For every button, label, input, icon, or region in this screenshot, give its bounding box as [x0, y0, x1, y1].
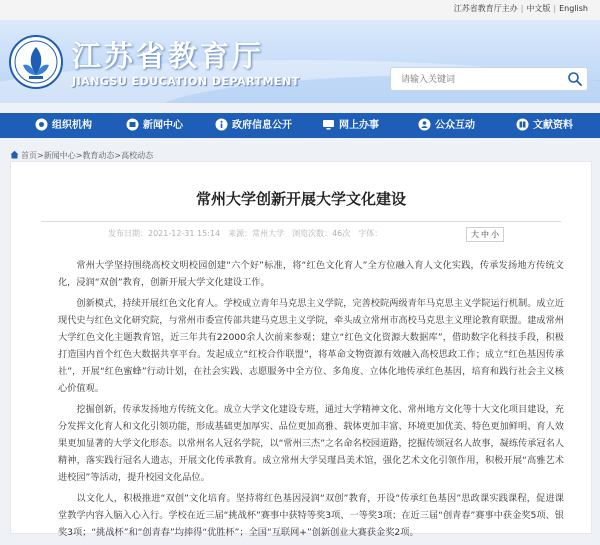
nav-item-public-interaction[interactable]: [418, 113, 475, 138]
nav-label: 网上办事: [339, 120, 379, 131]
search-icon[interactable]: [567, 71, 583, 87]
article-source: 来源：常州大学: [228, 229, 285, 238]
view-count: 浏览次数：46次: [292, 229, 351, 238]
search-box: [390, 67, 588, 91]
breadcrumb-education-news[interactable]: 教育动态: [82, 151, 115, 160]
breadcrumb-separator: >: [75, 151, 83, 160]
article-paragraph: 创新模式，持续开展红色文化育人。学校成立青年马克思主义学院，完善校院两级青年马克思主义学院运行机制。成立近现代史与红色文化研究院，与常州市委宣传部共建马克思主义学院，牵头成立常州市高校马克思主义理论教育联盟。建成常州大学红色文化主题教育馆，近三年共有22000余人次前来参观；建立“红色文化资源大数据库”，借助数字化科技手段，积极打造国内首个红色大数据共享平台。发起成立“红校合作联盟”，将革命文物资源有效融入高校思政工作；成立“红色基因传承社”，开展“红色蜜蜂”行动计划，在社会实践、志愿服务中全方位、多角度、立体化地传承红色基因，培育和践行社会主义核心价值观。: [58, 298, 564, 394]
publish-date: 发布日期：2021-12-31 15:14: [108, 229, 221, 238]
info-icon: [215, 118, 228, 131]
nav-item-news[interactable]: [126, 113, 183, 138]
english-version-link[interactable]: English: [559, 4, 588, 13]
nav-label: 新闻中心: [143, 120, 183, 131]
site-subtitle: JIANGSU EDUCATION DEPARTMENT: [72, 75, 300, 88]
breadcrumb: [10, 150, 153, 161]
article-paragraph: 以文化人，积极推进“双创”文化培育。坚持将红色基因浸润“双创”教育，开设“传承红色基因”思政课实践课程，促进课堂教学内容入脑入心入行。学校在近三届“挑战杯”赛事中获特等奖3项、一等奖3项；在近三届“创青春”赛事中获金奖5项、银奖3项；“挑战杯”和“创青春”均捧得“优胜杯”；全国“互联网+”创新创业大赛获金奖2项。: [58, 493, 564, 538]
article-paragraph: 挖掘创新，传承发扬地方传统文化。成立大学文化建设专班，通过大学精神文化、常州地方文化等十大文化项目建设，充分发挥文化育人和文化引领功能，形成基础更加厚实、品位更加高雅、载体更加丰富、环境更加优美、特色更加鲜明、育人效果更加显著的大学文化形态。以常州名人冠名学院，以“常州三杰”之名命名校园道路，挖掘传颂冠名人故事，凝练传承冠名人精神，落实践行冠名人遗志，开展文化传承教育。成立常州大学吴瑾昌美术馆，强化艺术文化引领作用，积极开展“高雅艺术进校园”等活动，提升校园文化品位。: [58, 404, 564, 483]
nav-item-info-public[interactable]: [215, 113, 292, 138]
host-link[interactable]: 江苏省教育厅主办: [453, 4, 518, 13]
chinese-version-link[interactable]: 中文版: [526, 4, 551, 13]
article-title: 常州大学创新开展大学文化建设: [195, 190, 406, 208]
news-icon: [126, 118, 139, 131]
nav-item-documents[interactable]: [516, 113, 573, 138]
people-icon: [418, 118, 431, 131]
font-size-selector: [466, 227, 504, 242]
title-divider: [41, 221, 561, 222]
separator: |: [520, 4, 524, 13]
home-icon: [10, 150, 19, 159]
font-size-small[interactable]: 小: [491, 230, 499, 239]
top-utility-bar: [0, 0, 600, 21]
breadcrumb-news-center[interactable]: 新闻中心: [43, 151, 76, 160]
nav-label: 政府信息公开: [232, 120, 292, 131]
nav-item-org[interactable]: [35, 113, 92, 138]
top-links: [454, 3, 588, 14]
main-nav: [0, 113, 600, 138]
font-size-label: 字体：: [358, 229, 383, 238]
site-header: [0, 20, 600, 103]
article-meta: [108, 228, 382, 239]
breadcrumb-home[interactable]: 首页: [21, 151, 37, 160]
article-paragraph: 常州大学坚持围绕高校文明校园创建“六个好”标准，将“红色文化育人”全方位融入育人文化实践，传承发扬地方传统文化，浸润“双创”教育，创新开展大学文化建设工作。: [58, 260, 564, 288]
nav-label: 组织机构: [52, 120, 92, 131]
article-body: [58, 257, 564, 545]
font-size-large[interactable]: 大: [471, 230, 479, 239]
site-title: 江苏省教育厅: [72, 39, 265, 73]
article-panel: [10, 161, 592, 538]
org-icon: [35, 118, 48, 131]
logo-icon[interactable]: [9, 35, 63, 89]
nav-label: 文献资料: [533, 120, 573, 131]
breadcrumb-separator: >: [37, 151, 44, 160]
nav-item-online-service[interactable]: [322, 113, 379, 138]
book-icon: [516, 118, 529, 131]
nav-label: 公众互动: [435, 120, 475, 131]
monitor-icon: [322, 118, 335, 131]
breadcrumb-university-news[interactable]: 高校动态: [121, 151, 154, 160]
search-input[interactable]: [399, 71, 553, 88]
separator: |: [553, 4, 557, 13]
font-size-medium[interactable]: 中: [481, 230, 489, 239]
breadcrumb-separator: >: [114, 151, 122, 160]
